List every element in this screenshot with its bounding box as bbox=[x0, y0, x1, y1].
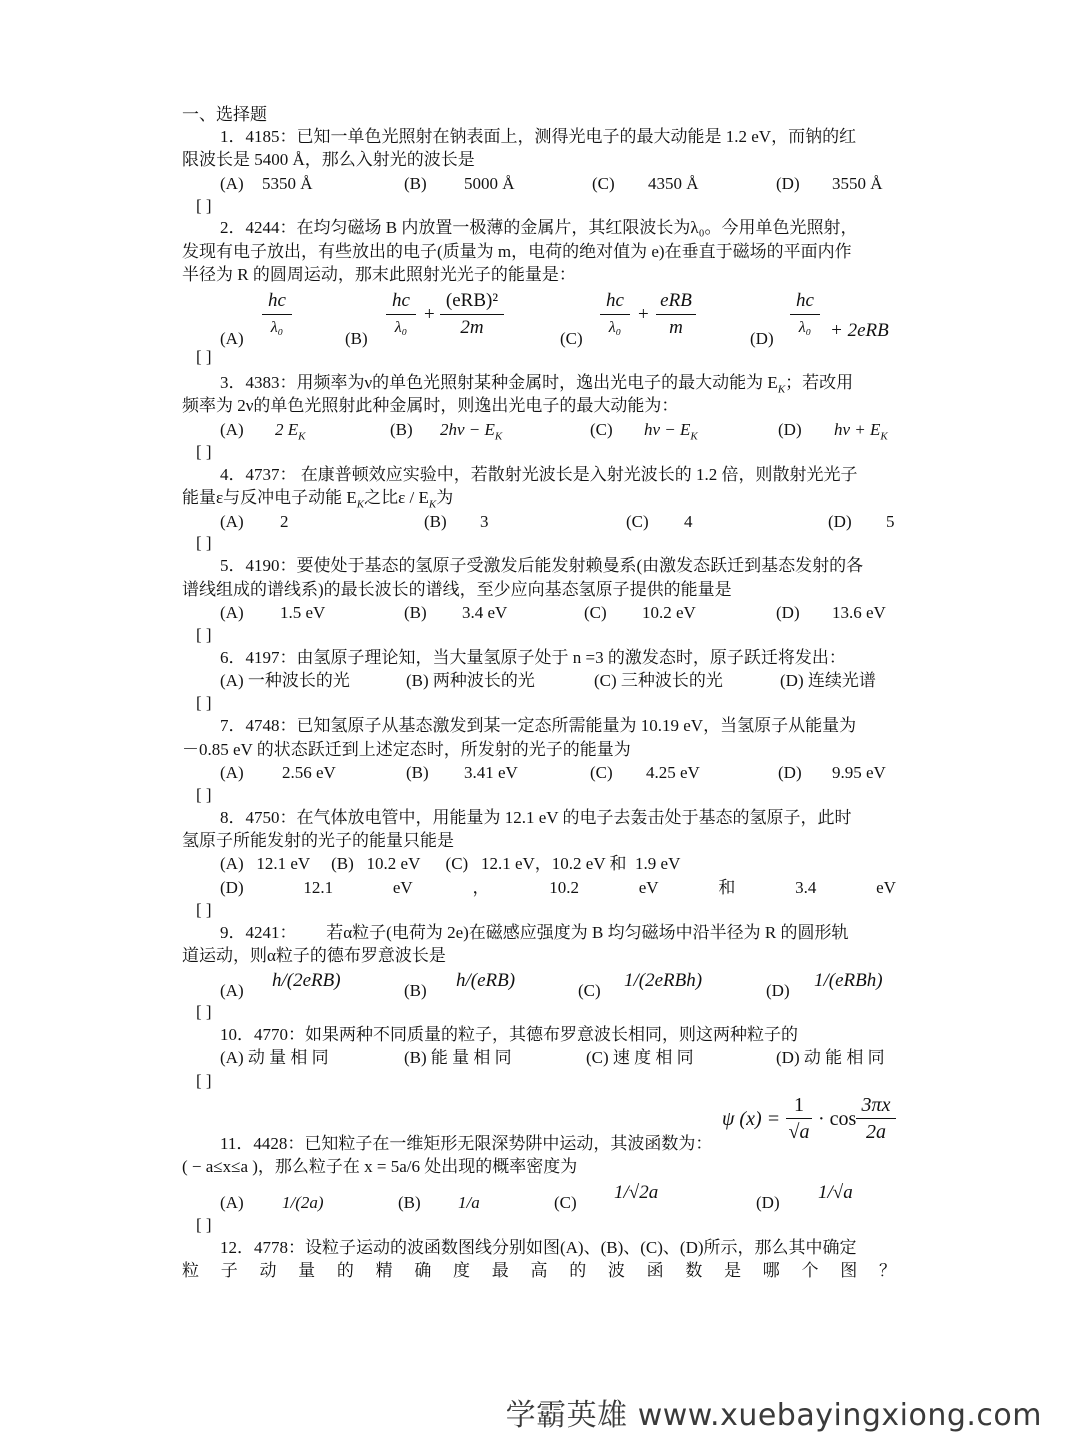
q9-option-b-label: (B) bbox=[404, 981, 427, 1000]
q5-line1: 5．4190：要使处于基态的氢原子受激发后能发射赖曼系(由激发态跃迁到基态发射的各 bbox=[220, 556, 864, 575]
q4-line1: 4．4737： 在康普顿效应实验中，若散射光波长是入射光波长的 1.2 倍，则散射光光子 bbox=[220, 465, 858, 484]
q10-line1: 10．4770：如果两种不同质量的粒子，其德布罗意波长相同，则这两种粒子的 bbox=[220, 1025, 798, 1044]
q6-option-a: (A) 一种波长的光 bbox=[220, 671, 350, 690]
q3-option-c: $h\nu - E_K$ bbox=[644, 420, 698, 443]
q3-option-a-label: (A) bbox=[220, 420, 244, 439]
q10-option-b: (B) 能 量 相 同 bbox=[404, 1048, 512, 1067]
q7-option-d-label: (D) bbox=[778, 763, 802, 782]
q3-line2: 频率为 2ν的单色光照射此种金属时，则逸出光电子的最大动能为： bbox=[182, 396, 679, 415]
q2-option-b-fraction1: hc λ₀ bbox=[386, 290, 416, 339]
q11-line2: ( − a≤x≤a )，那么粒子在 x = 5a/6 处出现的概率密度为 bbox=[182, 1157, 578, 1176]
q2-option-d-label: (D) bbox=[750, 329, 774, 348]
q2-option-d-term: + 2eRB bbox=[830, 320, 889, 341]
q7-option-d: 9.95 eV bbox=[832, 763, 886, 782]
q2-option-b-plus: + bbox=[424, 304, 435, 325]
q4-answer-bracket: [ ] bbox=[196, 533, 212, 552]
q11-option-c-label: (C) bbox=[554, 1193, 577, 1212]
q4-line2: 能量ε与反冲电子动能 $E_K$之比ε / $E_K$为 bbox=[182, 488, 454, 511]
q5-option-c: 10.2 eV bbox=[642, 603, 696, 622]
q9-option-d: 1/(eRBh) bbox=[814, 970, 883, 991]
q9-option-c: 1/(2eRBh) bbox=[624, 970, 703, 991]
q10-option-d: (D) 动 能 相 同 bbox=[776, 1048, 885, 1067]
q3-option-c-label: (C) bbox=[590, 420, 613, 439]
q7-option-b: 3.41 eV bbox=[464, 763, 518, 782]
q12-line1: 12．4778：设粒子运动的波函数图线分别如图(A)、(B)、(C)、(D)所示，那么其中确定 bbox=[220, 1238, 857, 1257]
q11-option-c: 1/√2a bbox=[614, 1182, 659, 1203]
q3-option-a: 2 $E_K$ bbox=[275, 420, 306, 443]
q8-line1: 8．4750：在气体放电管中，用能量为 12.1 eV 的电子去轰击处于基态的氢原子，此时 bbox=[220, 808, 852, 827]
watermark-text: 学霸英雄 www.xuebayingxiong.com bbox=[505, 1398, 1042, 1433]
q2-line1: 2．4244：在均匀磁场 B 内放置一极薄的金属片，其红限波长为λ₀。今用单色光照射， bbox=[220, 218, 858, 237]
q5-option-a-label: (A) bbox=[220, 603, 244, 622]
q9-line1: 9．4241： 若α粒子(电荷为 2e)在磁感应强度为 B 均匀磁场中沿半径为 R 的圆形轨 bbox=[220, 923, 849, 942]
q1-option-b-label: (B) bbox=[404, 174, 427, 193]
q8-line2: 氢原子所能发射的光子的能量只能是 bbox=[182, 831, 454, 850]
q11-option-d: 1/√a bbox=[818, 1182, 853, 1203]
q1-option-d: 3550 Å bbox=[832, 174, 883, 193]
q9-option-c-label: (C) bbox=[578, 981, 601, 1000]
q11-option-b-label: (B) bbox=[398, 1193, 421, 1212]
q5-option-d: 13.6 eV bbox=[832, 603, 886, 622]
q1-option-c: 4350 Å bbox=[648, 174, 699, 193]
q10-answer-bracket: [ ] bbox=[196, 1071, 212, 1090]
q5-option-b: 3.4 eV bbox=[462, 603, 508, 622]
q2-answer-bracket: [ ] bbox=[196, 347, 212, 366]
q2-option-a-label: (A) bbox=[220, 329, 244, 348]
q9-answer-bracket: [ ] bbox=[196, 1002, 212, 1021]
q2-option-c-fraction1: hc λ₀ bbox=[600, 290, 630, 339]
q2-option-c-label: (C) bbox=[560, 329, 583, 348]
q1-option-c-label: (C) bbox=[592, 174, 615, 193]
q8-options-abc: (A) 12.1 eV (B) 10.2 eV (C) 12.1 eV，10.2 eV 和 1.9 eV bbox=[220, 854, 681, 873]
q1-line2: 限波长是 5400 Å，那么入射光的波长是 bbox=[182, 150, 475, 169]
q11-fraction-3pix-over-2a: 3πx 2a bbox=[856, 1094, 896, 1143]
q10-option-a: (A) 动 量 相 同 bbox=[220, 1048, 329, 1067]
q7-answer-bracket: [ ] bbox=[196, 785, 212, 804]
q2-option-d-fraction: hc λ₀ bbox=[790, 290, 820, 339]
q7-option-b-label: (B) bbox=[406, 763, 429, 782]
q7-line2: －0.85 eV 的状态跃迁到上述定态时，所发射的光子的能量为 bbox=[182, 740, 631, 759]
q3-option-d-label: (D) bbox=[778, 420, 802, 439]
q11-cos: · cos bbox=[818, 1108, 857, 1130]
q7-option-c-label: (C) bbox=[590, 763, 613, 782]
q2-line2: 发现有电子放出，有些放出的电子(质量为 m，电荷的绝对值为 e)在垂直于磁场的平面内作 bbox=[182, 242, 852, 261]
q2-option-b-label: (B) bbox=[345, 329, 368, 348]
q5-option-c-label: (C) bbox=[584, 603, 607, 622]
q4-option-c: 4 bbox=[684, 512, 693, 531]
q2-option-c-plus: + bbox=[638, 304, 649, 325]
q7-option-a: 2.56 eV bbox=[282, 763, 336, 782]
q3-answer-bracket: [ ] bbox=[196, 442, 212, 461]
q9-option-a-label: (A) bbox=[220, 981, 244, 1000]
q1-option-a-label: (A) bbox=[220, 174, 244, 193]
q11-option-a: 1/(2a) bbox=[282, 1193, 324, 1212]
q4-option-a-label: (A) bbox=[220, 512, 244, 531]
q1-answer-bracket: [ ] bbox=[196, 196, 212, 215]
q2-line3: 半径为 R 的圆周运动，那末此照射光光子的能量是： bbox=[182, 265, 576, 284]
q3-option-d: $h\nu + E_K$ bbox=[834, 420, 888, 443]
q4-option-b: 3 bbox=[480, 512, 489, 531]
q1-option-d-label: (D) bbox=[776, 174, 800, 193]
q7-option-a-label: (A) bbox=[220, 763, 244, 782]
q11-option-d-label: (D) bbox=[756, 1193, 780, 1212]
q1-line1: 1．4185：已知一单色光照射在钠表面上，测得光电子的最大动能是 1.2 eV，而钠的红 bbox=[220, 127, 857, 146]
q11-option-b: 1/a bbox=[458, 1193, 480, 1212]
q5-line2: 谱线组成的谱线系)的最长波长的谱线，至少应向基态氢原子提供的能量是 bbox=[182, 580, 732, 599]
q6-answer-bracket: [ ] bbox=[196, 693, 212, 712]
q8-answer-bracket: [ ] bbox=[196, 900, 212, 919]
q4-option-d: 5 bbox=[886, 512, 895, 531]
q4-option-a: 2 bbox=[280, 512, 289, 531]
q6-line1: 6．4197：由氢原子理论知，当大量氢原子处于 n =3 的激发态时，原子跃迁将发出： bbox=[220, 648, 846, 667]
q12-line2: 粒 子 动 量 的 精 确 度 最 高 的 波 函 数 是 哪 个 图 ？ bbox=[182, 1261, 896, 1280]
q6-option-c: (C) 三种波长的光 bbox=[594, 671, 723, 690]
q7-option-c: 4.25 eV bbox=[646, 763, 700, 782]
section-title: 一、选择题 bbox=[182, 105, 267, 124]
q11-answer-bracket: [ ] bbox=[196, 1215, 212, 1234]
q4-option-d-label: (D) bbox=[828, 512, 852, 531]
q9-line2: 道运动，则α粒子的德布罗意波长是 bbox=[182, 946, 446, 965]
q11-line1: 11．4428：已知粒子在一维矩形无限深势阱中运动，其波函数为： bbox=[220, 1134, 713, 1153]
q1-option-a: 5350 Å bbox=[262, 174, 313, 193]
q5-option-a: 1.5 eV bbox=[280, 603, 326, 622]
q2-option-b-fraction2: (eRB)² 2m bbox=[440, 290, 504, 339]
q9-option-b: h/(eRB) bbox=[456, 970, 516, 991]
q6-option-b: (B) 两种波长的光 bbox=[406, 671, 535, 690]
q9-option-a: h/(2eRB) bbox=[272, 970, 341, 991]
q5-option-d-label: (D) bbox=[776, 603, 800, 622]
q10-option-c: (C) 速 度 相 同 bbox=[586, 1048, 694, 1067]
q11-option-a-label: (A) bbox=[220, 1193, 244, 1212]
q2-option-a-fraction: hc λ₀ bbox=[262, 290, 292, 339]
q4-option-c-label: (C) bbox=[626, 512, 649, 531]
q3-option-b: $2h\nu - E_K$ bbox=[440, 420, 503, 443]
q6-option-d: (D) 连续光谱 bbox=[780, 671, 876, 690]
q3-option-b-label: (B) bbox=[390, 420, 413, 439]
q5-answer-bracket: [ ] bbox=[196, 625, 212, 644]
q3-line1: 3．4383：用频率为ν的单色光照射某种金属时，逸出光电子的最大动能为 $E_K$；若改用 bbox=[220, 373, 854, 396]
q8-option-d: (D) 12.1 eV ， 10.2 eV 和 3.4 eV bbox=[220, 878, 896, 897]
q9-option-d-label: (D) bbox=[766, 981, 790, 1000]
q5-option-b-label: (B) bbox=[404, 603, 427, 622]
q11-fraction-1-over-sqrt-a: 1 √a bbox=[786, 1094, 812, 1143]
q4-option-b-label: (B) bbox=[424, 512, 447, 531]
q1-option-b: 5000 Å bbox=[464, 174, 515, 193]
q2-option-c-fraction2: eRB m bbox=[656, 290, 696, 339]
q11-psi: ψ (x) = bbox=[722, 1108, 781, 1130]
q7-line1: 7．4748：已知氢原子从基态激发到某一定态所需能量为 10.19 eV，当氢原子从能量为 bbox=[220, 716, 857, 735]
